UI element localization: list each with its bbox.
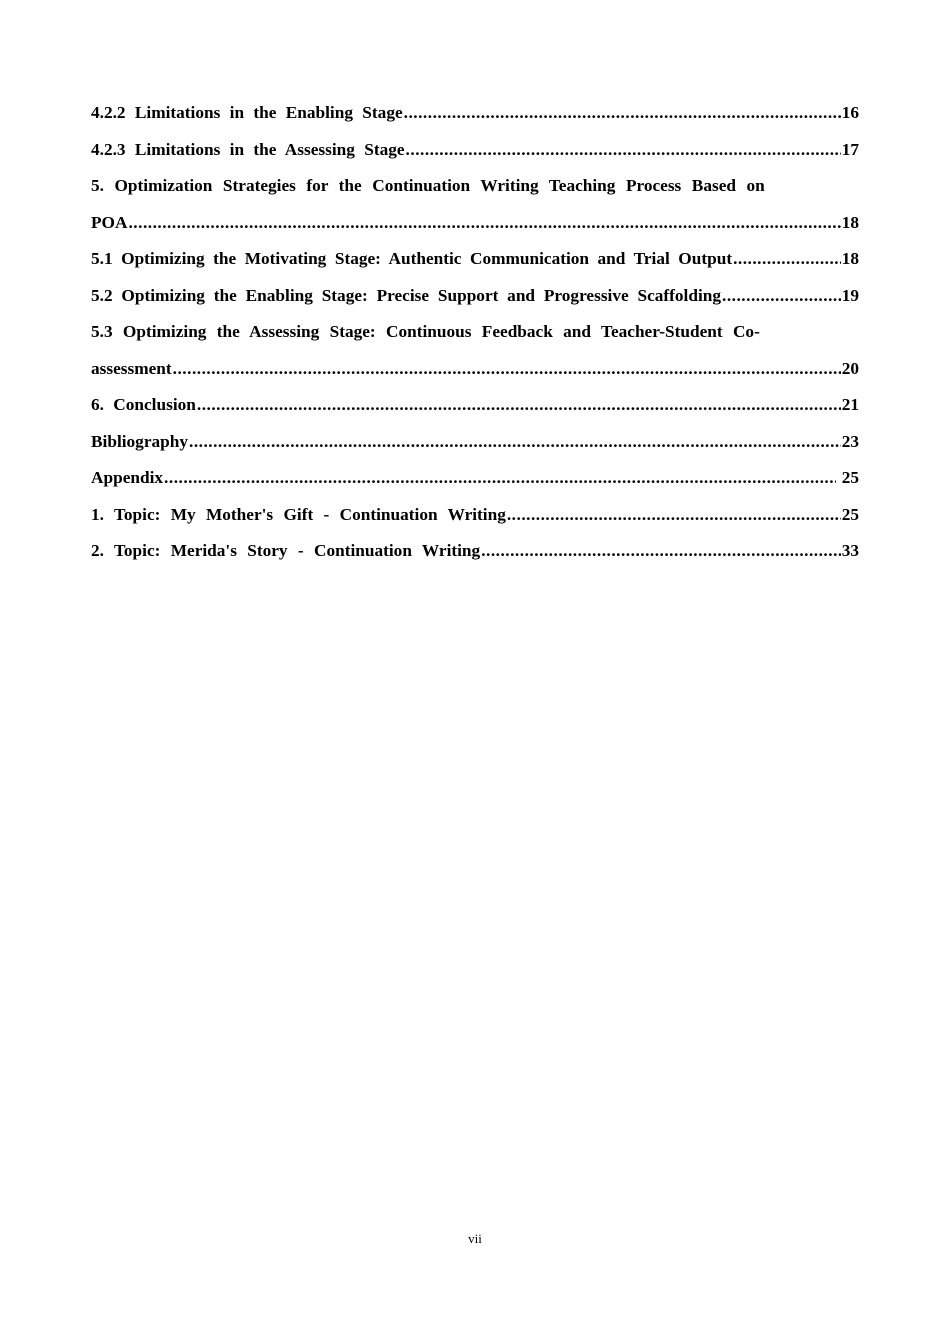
dot-leader [404,95,841,132]
toc-entry-page: 20 [841,358,859,378]
toc-entry-page: 16 [841,103,859,122]
dot-leader [197,387,841,424]
toc-entry-page: 33 [841,541,859,560]
toc-entry-title-line1: 5. Optimization Strategies for the Continuation Writing Teaching Process Based on [91,176,765,195]
dot-leader [164,460,836,497]
toc-entry-page: 18 [841,212,859,232]
toc-entry-title: POA [91,212,128,232]
toc-entry-page: 25 [837,468,859,487]
toc-entry [91,205,859,242]
toc-entry [91,460,859,497]
toc-entry-wrapped-line [91,168,859,205]
toc-entry [91,241,859,278]
toc-entry-title: 1. Topic: My Mother's Gift - Continuation Writing [91,504,506,524]
toc-entry-page: 23 [841,431,859,451]
dot-leader [481,533,841,570]
dot-leader [128,205,840,242]
toc-entry-title: 6. Conclusion [91,395,196,414]
toc-entry-page: 17 [841,139,859,159]
toc-entry-title: assessment [91,358,172,378]
toc-entry-title: 2. Topic: Merida's Story - Continuation Writing [91,541,481,560]
toc-entry-title: Bibliography [91,431,188,451]
toc-entry-title: 5.1 Optimizing the Motivating Stage: Authentic Communication and Trial Output [91,249,733,268]
toc-entry-title: Appendix [91,468,164,487]
toc-entry-title-line1: 5.3 Optimizing the Assessing Stage: Continuous Feedback and Teacher-Student Co- [91,322,760,341]
toc-entry-wrapped-line [91,314,859,351]
toc-entry [91,424,859,461]
toc-entry-page: 19 [841,285,859,305]
dot-leader [189,424,841,461]
toc-entry [91,497,859,534]
dot-leader [173,351,841,388]
toc-entry-page: 21 [841,395,859,414]
toc-entry-page: 25 [841,504,859,524]
toc-entry-title: 4.2.2 Limitations in the Enabling Stage [91,103,403,122]
dot-leader [722,278,841,315]
toc-entry-title: 4.2.3 Limitations in the Assessing Stage [91,139,405,159]
toc-entry [91,278,859,315]
toc-entry [91,95,859,132]
dot-leader [733,241,841,278]
dot-leader [406,132,841,169]
dot-leader [507,497,841,534]
toc-entry-page: 18 [841,249,859,268]
toc-entry-title: 5.2 Optimizing the Enabling Stage: Precise Support and Progressive Scaffolding [91,285,722,305]
toc-entry [91,533,859,570]
table-of-contents [91,95,859,570]
toc-entry [91,132,859,169]
toc-entry [91,351,859,388]
toc-entry [91,387,859,424]
page-number: vii [468,1231,482,1246]
